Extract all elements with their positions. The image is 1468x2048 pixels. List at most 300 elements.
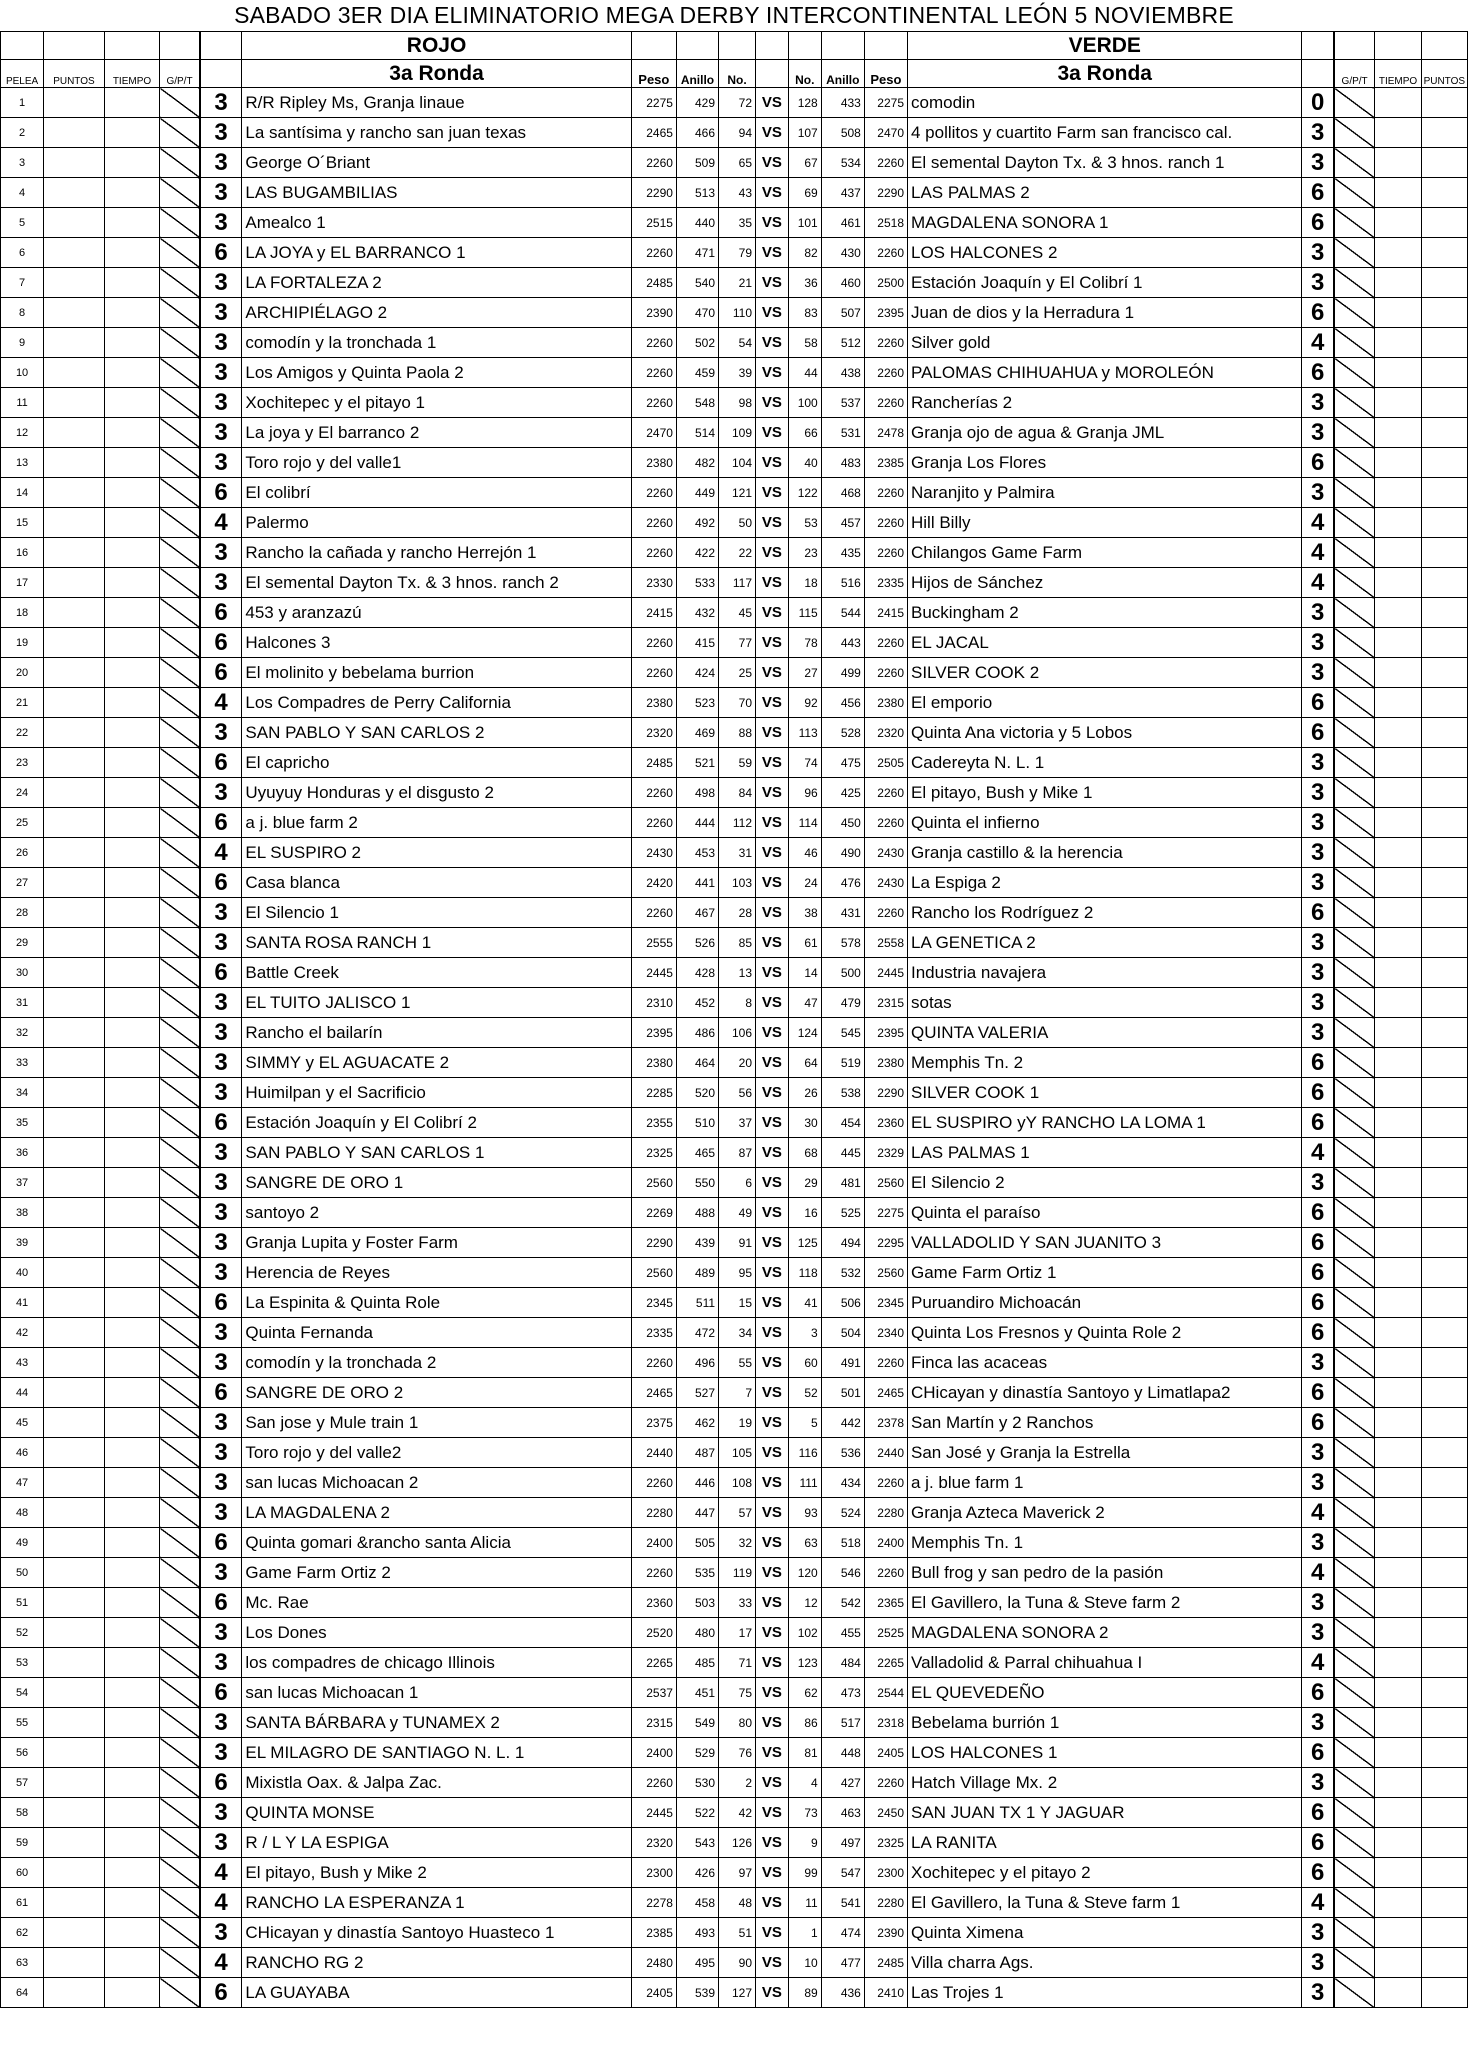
verde-team-name: SILVER COOK 2 (908, 658, 1302, 688)
gpt-rojo-cell (160, 1198, 200, 1228)
vs-label: VS (756, 598, 789, 628)
tiempo-rojo-cell (104, 1168, 159, 1198)
tiempo-verde-cell (1375, 988, 1421, 1018)
tiempo-verde-cell (1375, 718, 1421, 748)
rojo-points: 3 (200, 388, 242, 418)
verde-no: 10 (788, 1948, 821, 1978)
rojo-peso: 2330 (631, 568, 676, 598)
fight-row (1, 448, 1468, 478)
tiempo-verde-cell (1375, 1888, 1421, 1918)
verde-team-name: Hill Billy (908, 508, 1302, 538)
gpt-verde-cell (1334, 508, 1375, 538)
puntos-verde-cell (1421, 658, 1467, 688)
verde-no: 78 (788, 628, 821, 658)
fight-row (1, 688, 1468, 718)
verde-peso: 2260 (864, 628, 907, 658)
rojo-no: 90 (719, 1948, 756, 1978)
tiempo-verde-cell (1375, 418, 1421, 448)
verde-peso: 2518 (864, 208, 907, 238)
gpt-rojo-cell (160, 1858, 200, 1888)
tiempo-verde-cell (1375, 628, 1421, 658)
verde-peso: 2260 (864, 658, 907, 688)
pelea-number: 35 (1, 1108, 44, 1138)
verde-points: 6 (1302, 898, 1334, 928)
pelea-number: 27 (1, 868, 44, 898)
rojo-peso: 2355 (631, 1108, 676, 1138)
verde-anillo: 476 (821, 868, 864, 898)
verde-no: 82 (788, 238, 821, 268)
pelea-number: 8 (1, 298, 44, 328)
pelea-number: 22 (1, 718, 44, 748)
verde-anillo: 525 (821, 1198, 864, 1228)
puntos-rojo-cell (44, 688, 105, 718)
rojo-points: 3 (200, 1828, 242, 1858)
tiempo-verde-cell (1375, 1108, 1421, 1138)
puntos-verde-cell (1421, 1078, 1467, 1108)
rojo-anillo: 444 (676, 808, 718, 838)
verde-points: 0 (1302, 88, 1334, 118)
pelea-number: 61 (1, 1888, 44, 1918)
puntos-verde-cell (1421, 1168, 1467, 1198)
puntos-verde-cell (1421, 118, 1467, 148)
rojo-anillo: 453 (676, 838, 718, 868)
verde-points: 3 (1302, 118, 1334, 148)
vs-label: VS (756, 1858, 789, 1888)
rojo-team-name: SANGRE DE ORO 2 (242, 1378, 631, 1408)
rojo-team-name: QUINTA MONSE (242, 1798, 631, 1828)
pelea-number: 44 (1, 1378, 44, 1408)
gpt-verde-cell (1334, 658, 1375, 688)
rojo-team-name: LA GUAYABA (242, 1978, 631, 2008)
verde-no: 14 (788, 958, 821, 988)
verde-peso: 2500 (864, 268, 907, 298)
puntos-verde-cell (1421, 1348, 1467, 1378)
verde-points: 3 (1302, 838, 1334, 868)
verde-team-name: La Espiga 2 (908, 868, 1302, 898)
rojo-points: 3 (200, 118, 242, 148)
puntos-rojo-cell (44, 1258, 105, 1288)
verde-points: 3 (1302, 1468, 1334, 1498)
rojo-peso: 2400 (631, 1738, 676, 1768)
rojo-peso: 2375 (631, 1408, 676, 1438)
verde-peso: 2290 (864, 1078, 907, 1108)
rojo-anillo: 466 (676, 118, 718, 148)
puntos-verde-cell (1421, 778, 1467, 808)
tiempo-rojo-cell (104, 1918, 159, 1948)
vs-label: VS (756, 1918, 789, 1948)
fight-row (1, 1768, 1468, 1798)
verde-points: 3 (1302, 1978, 1334, 2008)
pelea-number: 23 (1, 748, 44, 778)
verde-peso: 2430 (864, 868, 907, 898)
verde-peso: 2260 (864, 1348, 907, 1378)
fight-row (1, 1438, 1468, 1468)
rojo-peso: 2260 (631, 328, 676, 358)
fight-row (1, 358, 1468, 388)
rojo-points: 6 (200, 1288, 242, 1318)
rojo-no: 103 (719, 868, 756, 898)
verde-points: 6 (1302, 1258, 1334, 1288)
vs-label: VS (756, 1978, 789, 2008)
verde-anillo: 507 (821, 298, 864, 328)
fight-row (1, 1738, 1468, 1768)
verde-peso: 2260 (864, 328, 907, 358)
rojo-points: 3 (200, 1228, 242, 1258)
tiempo-verde-cell (1375, 448, 1421, 478)
gpt-verde-cell (1334, 178, 1375, 208)
rojo-peso: 2380 (631, 688, 676, 718)
puntos-rojo-cell (44, 748, 105, 778)
rojo-no: 85 (719, 928, 756, 958)
verde-no: 81 (788, 1738, 821, 1768)
pelea-number: 64 (1, 1978, 44, 2008)
verde-peso: 2320 (864, 718, 907, 748)
gpt-rojo-cell (160, 928, 200, 958)
verde-peso: 2260 (864, 1468, 907, 1498)
verde-points: 6 (1302, 1408, 1334, 1438)
tiempo-rojo-cell (104, 88, 159, 118)
rojo-anillo: 485 (676, 1648, 718, 1678)
rojo-team-name: CHicayan y dinastía Santoyo Huasteco 1 (242, 1918, 631, 1948)
gpt-verde-cell (1334, 568, 1375, 598)
puntos-verde-cell (1421, 568, 1467, 598)
vs-label: VS (756, 478, 789, 508)
fight-row (1, 1228, 1468, 1258)
puntos-rojo-cell (44, 418, 105, 448)
puntos-rojo-cell (44, 1198, 105, 1228)
gpt-rojo-cell (160, 268, 200, 298)
rojo-points: 4 (200, 1888, 242, 1918)
pelea-number: 11 (1, 388, 44, 418)
col-tiempo-rojo: TIEMPO (104, 60, 159, 88)
verde-anillo: 541 (821, 1888, 864, 1918)
puntos-rojo-cell (44, 988, 105, 1018)
verde-anillo: 516 (821, 568, 864, 598)
fights-table (0, 31, 1468, 2008)
rojo-no: 37 (719, 1108, 756, 1138)
fight-row (1, 1948, 1468, 1978)
pelea-number: 14 (1, 478, 44, 508)
verde-points: 4 (1302, 538, 1334, 568)
puntos-rojo-cell (44, 808, 105, 838)
puntos-verde-cell (1421, 1288, 1467, 1318)
tiempo-verde-cell (1375, 1018, 1421, 1048)
gpt-verde-cell (1334, 748, 1375, 778)
verde-points: 6 (1302, 1828, 1334, 1858)
pelea-number: 26 (1, 838, 44, 868)
puntos-rojo-cell (44, 1018, 105, 1048)
puntos-rojo-cell (44, 1948, 105, 1978)
verde-peso: 2260 (864, 508, 907, 538)
rojo-peso: 2300 (631, 1858, 676, 1888)
puntos-rojo-cell (44, 1138, 105, 1168)
pelea-number: 30 (1, 958, 44, 988)
verde-anillo: 544 (821, 598, 864, 628)
gpt-verde-cell (1334, 1198, 1375, 1228)
tiempo-verde-cell (1375, 1678, 1421, 1708)
vs-label: VS (756, 1438, 789, 1468)
verde-anillo: 491 (821, 1348, 864, 1378)
tiempo-verde-cell (1375, 268, 1421, 298)
tiempo-verde-cell (1375, 1078, 1421, 1108)
gpt-rojo-cell (160, 838, 200, 868)
rojo-no: 32 (719, 1528, 756, 1558)
verde-peso: 2265 (864, 1648, 907, 1678)
vs-label: VS (756, 298, 789, 328)
verde-no: 92 (788, 688, 821, 718)
gpt-verde-cell (1334, 808, 1375, 838)
puntos-verde-cell (1421, 1108, 1467, 1138)
verde-anillo: 430 (821, 238, 864, 268)
tiempo-rojo-cell (104, 1648, 159, 1678)
puntos-rojo-cell (44, 118, 105, 148)
col-no-verde: No. (788, 60, 821, 88)
rojo-peso: 2260 (631, 808, 676, 838)
tiempo-rojo-cell (104, 868, 159, 898)
header-row-columns (1, 60, 1468, 88)
verde-points: 6 (1302, 1738, 1334, 1768)
rojo-anillo: 446 (676, 1468, 718, 1498)
puntos-verde-cell (1421, 1228, 1467, 1258)
pelea-number: 19 (1, 628, 44, 658)
rojo-anillo: 441 (676, 868, 718, 898)
rojo-peso: 2290 (631, 178, 676, 208)
verde-anillo: 425 (821, 778, 864, 808)
col-anillo-rojo: Anillo (676, 60, 718, 88)
verde-peso: 2470 (864, 118, 907, 148)
puntos-rojo-cell (44, 328, 105, 358)
verde-no: 1 (788, 1918, 821, 1948)
verde-anillo: 501 (821, 1378, 864, 1408)
gpt-verde-cell (1334, 388, 1375, 418)
pelea-number: 52 (1, 1618, 44, 1648)
gpt-verde-cell (1334, 1678, 1375, 1708)
verde-no: 16 (788, 1198, 821, 1228)
rojo-points: 6 (200, 1978, 242, 2008)
verde-no: 53 (788, 508, 821, 538)
gpt-rojo-cell (160, 1948, 200, 1978)
verde-points: 3 (1302, 1618, 1334, 1648)
verde-team-name: Rancho los Rodríguez 2 (908, 898, 1302, 928)
vs-label: VS (756, 568, 789, 598)
verde-team-name: Finca las acaceas (908, 1348, 1302, 1378)
pelea-number: 16 (1, 538, 44, 568)
gpt-rojo-cell (160, 418, 200, 448)
gpt-rojo-cell (160, 958, 200, 988)
rojo-anillo: 489 (676, 1258, 718, 1288)
verde-peso: 2300 (864, 1858, 907, 1888)
gpt-rojo-cell (160, 1738, 200, 1768)
tiempo-verde-cell (1375, 1558, 1421, 1588)
verde-points: 3 (1302, 868, 1334, 898)
rojo-points: 3 (200, 1408, 242, 1438)
verde-points: 3 (1302, 388, 1334, 418)
rojo-peso: 2360 (631, 1588, 676, 1618)
verde-peso: 2260 (864, 808, 907, 838)
rojo-team-name: Estación Joaquín y El Colibrí 2 (242, 1108, 631, 1138)
vs-label: VS (756, 388, 789, 418)
rojo-no: 31 (719, 838, 756, 868)
verde-team-name: comodin (908, 88, 1302, 118)
verde-no: 116 (788, 1438, 821, 1468)
rojo-anillo: 482 (676, 448, 718, 478)
fight-row (1, 838, 1468, 868)
tiempo-verde-cell (1375, 148, 1421, 178)
rojo-team-name: El Silencio 1 (242, 898, 631, 928)
rojo-peso: 2260 (631, 1348, 676, 1378)
tiempo-rojo-cell (104, 1078, 159, 1108)
verde-points: 4 (1302, 1648, 1334, 1678)
rojo-no: 25 (719, 658, 756, 688)
verde-no: 73 (788, 1798, 821, 1828)
rojo-no: 105 (719, 1438, 756, 1468)
rojo-points: 3 (200, 268, 242, 298)
rojo-no: 72 (719, 88, 756, 118)
verde-no: 46 (788, 838, 821, 868)
gpt-rojo-cell (160, 208, 200, 238)
pelea-number: 7 (1, 268, 44, 298)
verde-peso: 2260 (864, 388, 907, 418)
gpt-rojo-cell (160, 1768, 200, 1798)
gpt-rojo-cell (160, 1588, 200, 1618)
verde-peso: 2410 (864, 1978, 907, 2008)
rojo-points: 3 (200, 1048, 242, 1078)
gpt-rojo-cell (160, 1618, 200, 1648)
tiempo-rojo-cell (104, 1618, 159, 1648)
vs-label: VS (756, 1618, 789, 1648)
puntos-verde-cell (1421, 448, 1467, 478)
pelea-number: 59 (1, 1828, 44, 1858)
rojo-no: 8 (719, 988, 756, 1018)
rojo-peso: 2260 (631, 148, 676, 178)
col-no-rojo: No. (719, 60, 756, 88)
rojo-anillo: 543 (676, 1828, 718, 1858)
vs-label: VS (756, 1528, 789, 1558)
vs-label: VS (756, 1498, 789, 1528)
pelea-number: 13 (1, 448, 44, 478)
pelea-number: 40 (1, 1258, 44, 1288)
rojo-peso: 2260 (631, 1468, 676, 1498)
tiempo-rojo-cell (104, 958, 159, 988)
gpt-verde-cell (1334, 1288, 1375, 1318)
verde-no: 23 (788, 538, 821, 568)
puntos-verde-cell (1421, 1768, 1467, 1798)
pelea-number: 29 (1, 928, 44, 958)
verde-points: 6 (1302, 1228, 1334, 1258)
verde-peso: 2378 (864, 1408, 907, 1438)
verde-team-name: EL SUSPIRO yY RANCHO LA LOMA 1 (908, 1108, 1302, 1138)
puntos-verde-cell (1421, 298, 1467, 328)
rojo-peso: 2445 (631, 958, 676, 988)
rojo-team-name: SANTA BÁRBARA y TUNAMEX 2 (242, 1708, 631, 1738)
puntos-verde-cell (1421, 178, 1467, 208)
rojo-peso: 2465 (631, 1378, 676, 1408)
fight-row (1, 928, 1468, 958)
puntos-verde-cell (1421, 238, 1467, 268)
vs-label: VS (756, 238, 789, 268)
verde-anillo: 434 (821, 1468, 864, 1498)
verde-no: 83 (788, 298, 821, 328)
verde-peso: 2260 (864, 478, 907, 508)
gpt-rojo-cell (160, 358, 200, 388)
verde-anillo: 437 (821, 178, 864, 208)
verde-team-name: LA RANITA (908, 1828, 1302, 1858)
tiempo-verde-cell (1375, 1978, 1421, 2008)
rojo-points: 3 (200, 718, 242, 748)
puntos-verde-cell (1421, 418, 1467, 448)
verde-team-name: LOS HALCONES 2 (908, 238, 1302, 268)
verde-team-name: 4 pollitos y cuartito Farm san francisco cal. (908, 118, 1302, 148)
vs-label: VS (756, 1138, 789, 1168)
tiempo-rojo-cell (104, 1198, 159, 1228)
rojo-no: 56 (719, 1078, 756, 1108)
rojo-anillo: 470 (676, 298, 718, 328)
tiempo-rojo-cell (104, 658, 159, 688)
verde-peso: 2260 (864, 358, 907, 388)
rojo-points: 3 (200, 1438, 242, 1468)
vs-label: VS (756, 328, 789, 358)
gpt-verde-cell (1334, 1498, 1375, 1528)
rojo-team-name: Mixistla Oax. & Jalpa Zac. (242, 1768, 631, 1798)
pelea-number: 15 (1, 508, 44, 538)
verde-points: 4 (1302, 1558, 1334, 1588)
gpt-verde-cell (1334, 1918, 1375, 1948)
rojo-anillo: 526 (676, 928, 718, 958)
rojo-peso: 2260 (631, 778, 676, 808)
rojo-peso: 2405 (631, 1978, 676, 2008)
verde-peso: 2260 (864, 238, 907, 268)
gpt-rojo-cell (160, 778, 200, 808)
pelea-number: 42 (1, 1318, 44, 1348)
col-peso-verde: Peso (864, 60, 907, 88)
tiempo-rojo-cell (104, 688, 159, 718)
verde-team-name: El Gavillero, la Tuna & Steve farm 1 (908, 1888, 1302, 1918)
rojo-team-name: Los Compadres de Perry California (242, 688, 631, 718)
gpt-verde-cell (1334, 1168, 1375, 1198)
verde-team-name: VALLADOLID Y SAN JUANITO 3 (908, 1228, 1302, 1258)
rojo-points: 6 (200, 1528, 242, 1558)
gpt-rojo-cell (160, 1828, 200, 1858)
rojo-anillo: 439 (676, 1228, 718, 1258)
rojo-no: 119 (719, 1558, 756, 1588)
verde-anillo: 468 (821, 478, 864, 508)
verde-peso: 2560 (864, 1168, 907, 1198)
rojo-anillo: 422 (676, 538, 718, 568)
tiempo-rojo-cell (104, 1138, 159, 1168)
side-rojo: ROJO (242, 32, 631, 60)
pelea-number: 37 (1, 1168, 44, 1198)
verde-team-name: Naranjito y Palmira (908, 478, 1302, 508)
verde-team-name: EL QUEVEDEÑO (908, 1678, 1302, 1708)
tiempo-verde-cell (1375, 748, 1421, 778)
verde-team-name: Silver gold (908, 328, 1302, 358)
tiempo-rojo-cell (104, 1948, 159, 1978)
verde-peso: 2360 (864, 1108, 907, 1138)
rojo-points: 3 (200, 418, 242, 448)
puntos-verde-cell (1421, 1198, 1467, 1228)
rojo-team-name: SAN PABLO Y SAN CARLOS 1 (242, 1138, 631, 1168)
verde-anillo: 499 (821, 658, 864, 688)
verde-anillo: 477 (821, 1948, 864, 1978)
rojo-team-name: Xochitepec y el pitayo 1 (242, 388, 631, 418)
vs-label: VS (756, 1888, 789, 1918)
tiempo-verde-cell (1375, 1858, 1421, 1888)
gpt-verde-cell (1334, 268, 1375, 298)
verde-no: 118 (788, 1258, 821, 1288)
gpt-verde-cell (1334, 898, 1375, 928)
puntos-rojo-cell (44, 1618, 105, 1648)
verde-anillo: 538 (821, 1078, 864, 1108)
